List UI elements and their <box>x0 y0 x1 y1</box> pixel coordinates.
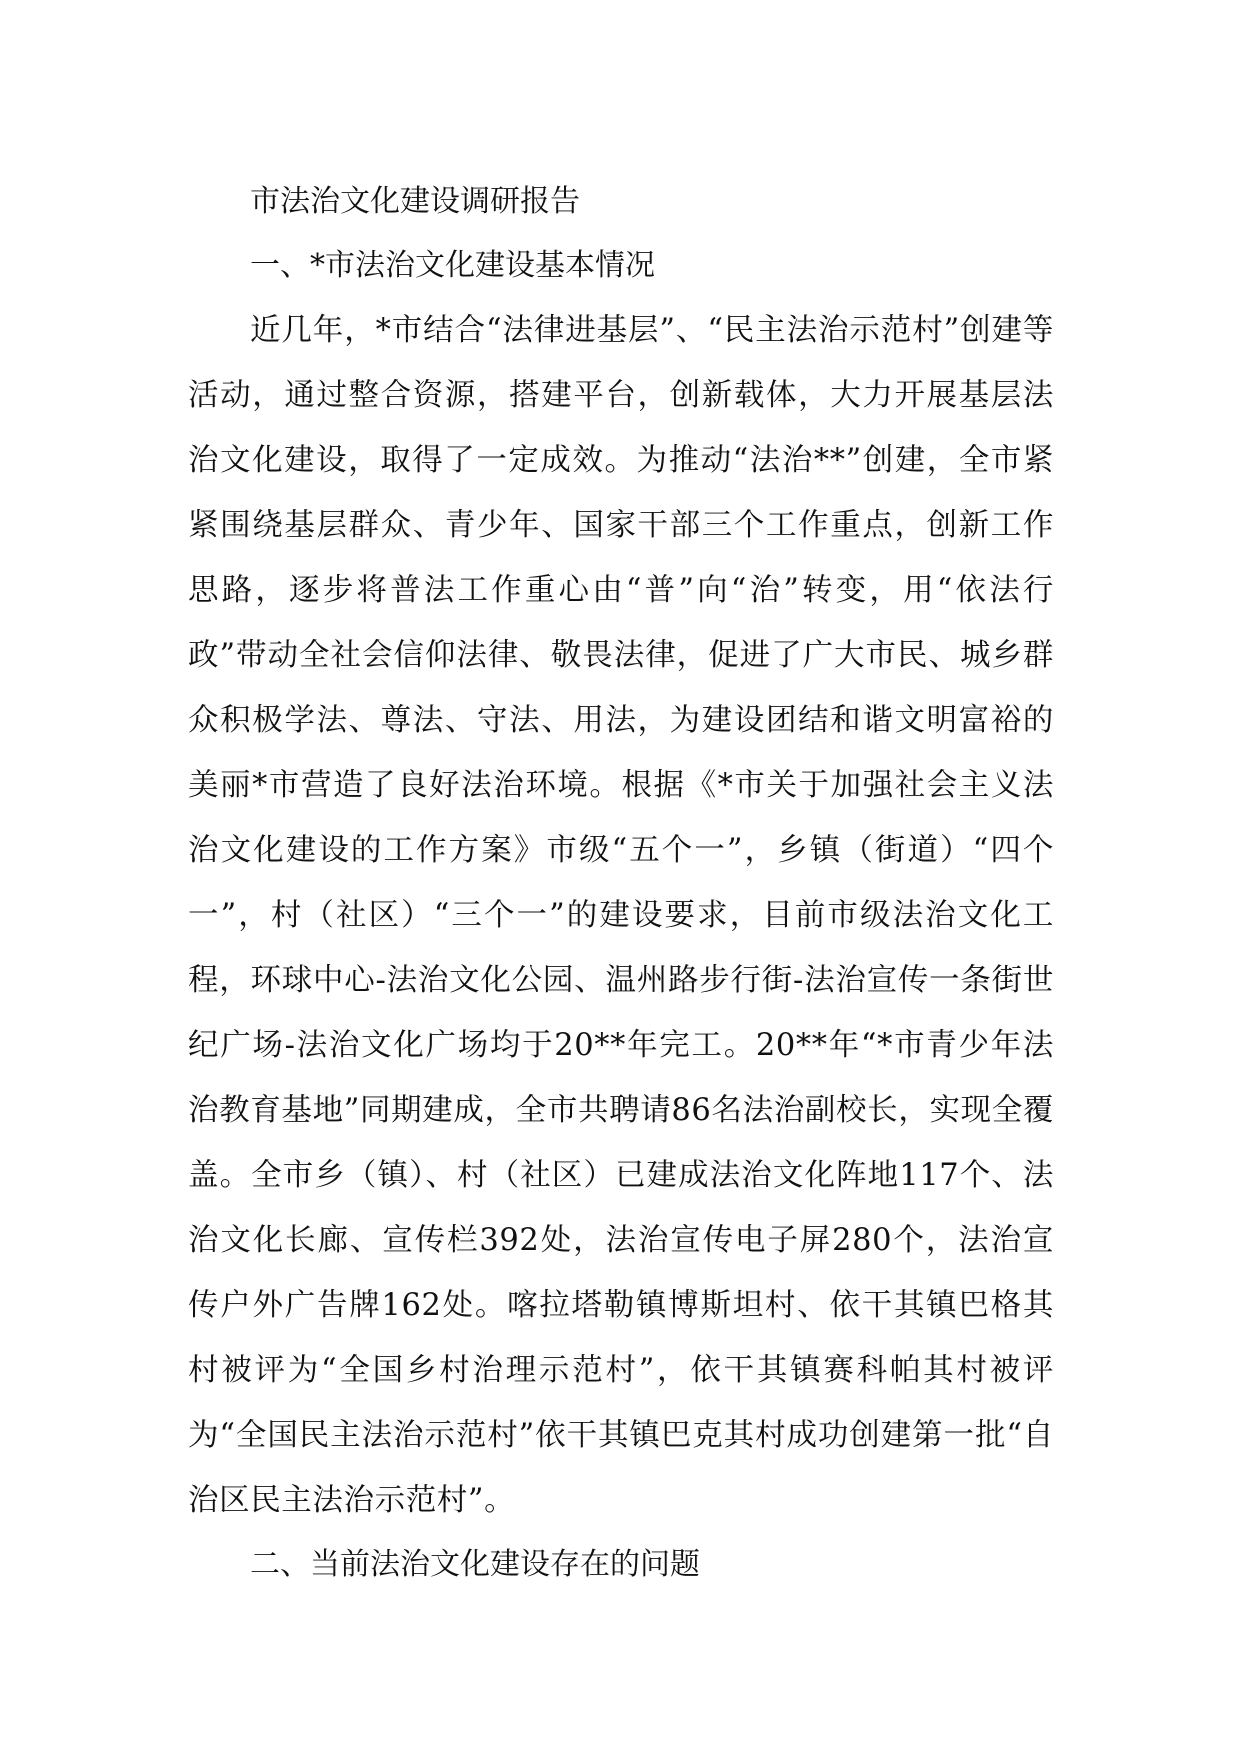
section-1-paragraph: 近几年，*市结合“法律进基层”、“民主法治示范村”创建等活动，通过整合资源，搭建平台，创新载体，大力开展基层法治文化建设，取得了一定成效。为推动“法治**”创建，全市紧紧围绕基层群众、青少年、国家干部三个工作重点，创新工作思路，逐步将普法工作重心由“普”向“治”转变，用“依法行政”带动全社会信仰法律、敬畏法律，促进了广大市民、城乡群众积极学法、尊法、守法、用法，为建设团结和谐文明富裕的美丽*市营造了良好法治环境。根据《*市关于加强社会主义法治文化建设的工作方案》市级“五个一”，乡镇（街道）“四个一”，村（社区）“三个一”的建设要求，目前市级法治文化工程，环球中心-法治文化公园、温州路步行街-法治宣传一条街世纪广场-法治文化广场均于20**年完工。20**年“*市青少年法治教育基地”同期建成，全市共聘请86名法治副校长，实现全覆盖。全市乡（镇）、村（社区）已建成法治文化阵地117个、法治文化长廊、宣传栏392处，法治宣传电子屏280个，法治宣传户外广告牌162处。喀拉塔勒镇博斯坦村、依干其镇巴格其村被评为“全国乡村治理示范村”，依干其镇赛科帕其村被评为“全国民主法治示范村”依干其镇巴克其村成功创建第一批“自治区民主法治示范村”。 <box>188 313 1054 1518</box>
document-title: 市法治文化建设调研报告 <box>250 184 580 219</box>
section-2-heading: 二、当前法治文化建设存在的问题 <box>250 1547 700 1582</box>
document-body <box>188 170 1054 1597</box>
section-1-heading: 一、*市法治文化建设基本情况 <box>250 248 655 283</box>
